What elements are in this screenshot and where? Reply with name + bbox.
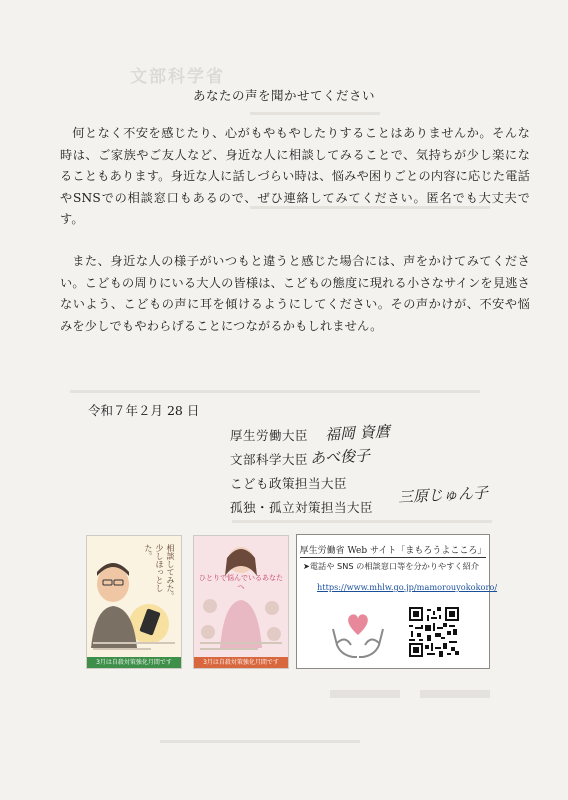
poster-footer: 3月は自殺対策強化月間です <box>194 657 288 668</box>
handwritten-signature: 福岡 資麿 <box>324 422 391 444</box>
poster-fine-print <box>200 648 258 650</box>
bleed-through-line <box>330 690 400 698</box>
poster-headline: 相談してみた。少しほっとした。 <box>144 544 175 600</box>
poster-footer: 3月は自殺対策強化月間です <box>87 657 181 668</box>
mamorouyokokoro-link[interactable]: https://www.mhlw.go.jp/mamorouyokokoro/ <box>317 582 498 592</box>
info-box-description: ➤電話や SNS の相談窓口等を分かりやすく紹介 <box>303 561 479 571</box>
handwritten-signature: あべ俊子 <box>309 446 371 468</box>
signatory-title: 厚生労働大臣 <box>230 428 309 443</box>
bleed-through-line <box>70 390 480 393</box>
bleed-through-line <box>232 520 492 523</box>
qr-code-icon <box>409 607 459 657</box>
youth-support-poster <box>193 535 289 669</box>
poster-fine-print <box>200 642 282 644</box>
mhlw-info-box <box>296 534 498 669</box>
hands-heart-icon <box>327 605 389 661</box>
letter-paragraph: 何となく不安を感じたり、心がもやもやしたりすることはありませんか。そんな時は、ご家族やご友人など、身近な人に相談してみることで、気持ちが少し楽になることもあります。身近な人に話しづらい時は、悩みや困りごとの内容に応じた電話やSNSでの相談窓口もあるので、ぜひ連絡してみてください。匿名でも大丈夫です。 <box>60 126 530 226</box>
poster-fine-print <box>93 648 151 650</box>
letter-title: あなたの声を聞かせてください <box>192 88 375 103</box>
letter-paragraph: また、身近な人の様子がいつもと違うと感じた場合には、声をかけてみてください。こどもの周りにいる大人の皆様は、こどもの態度に現れる小さなサインを見逃さないよう、こどもの声に耳を傾けるようにしてください。その声かけが、不安や悩みを少しでもやわらげることにつながるかもしれません。 <box>60 254 530 333</box>
letter-date: 令和７年２月 28 日 <box>88 403 200 418</box>
bleed-through-line <box>250 112 380 115</box>
info-box-title-text: 厚生労働省 Web サイト「まもろうよこころ」 <box>299 546 487 556</box>
poster-headline: ひとりで悩んでいるあなたへ <box>199 574 283 591</box>
info-box-title <box>297 543 489 556</box>
signatory-row <box>230 446 530 472</box>
poster-fine-print <box>93 642 175 644</box>
bleed-through-ministry: 文部科学省 <box>130 67 225 87</box>
signatory-row <box>230 422 530 448</box>
signatory-title: 孤独・孤立対策担当大臣 <box>230 500 374 515</box>
bleed-through-line <box>420 690 490 698</box>
signatory-title: こども政策担当大臣 <box>230 476 348 491</box>
handwritten-signature: 三原じゅん子 <box>397 483 489 507</box>
suicide-prevention-poster <box>86 535 182 669</box>
signatory-title: 文部科学大臣 <box>230 452 309 467</box>
bleed-through-line <box>160 740 360 743</box>
